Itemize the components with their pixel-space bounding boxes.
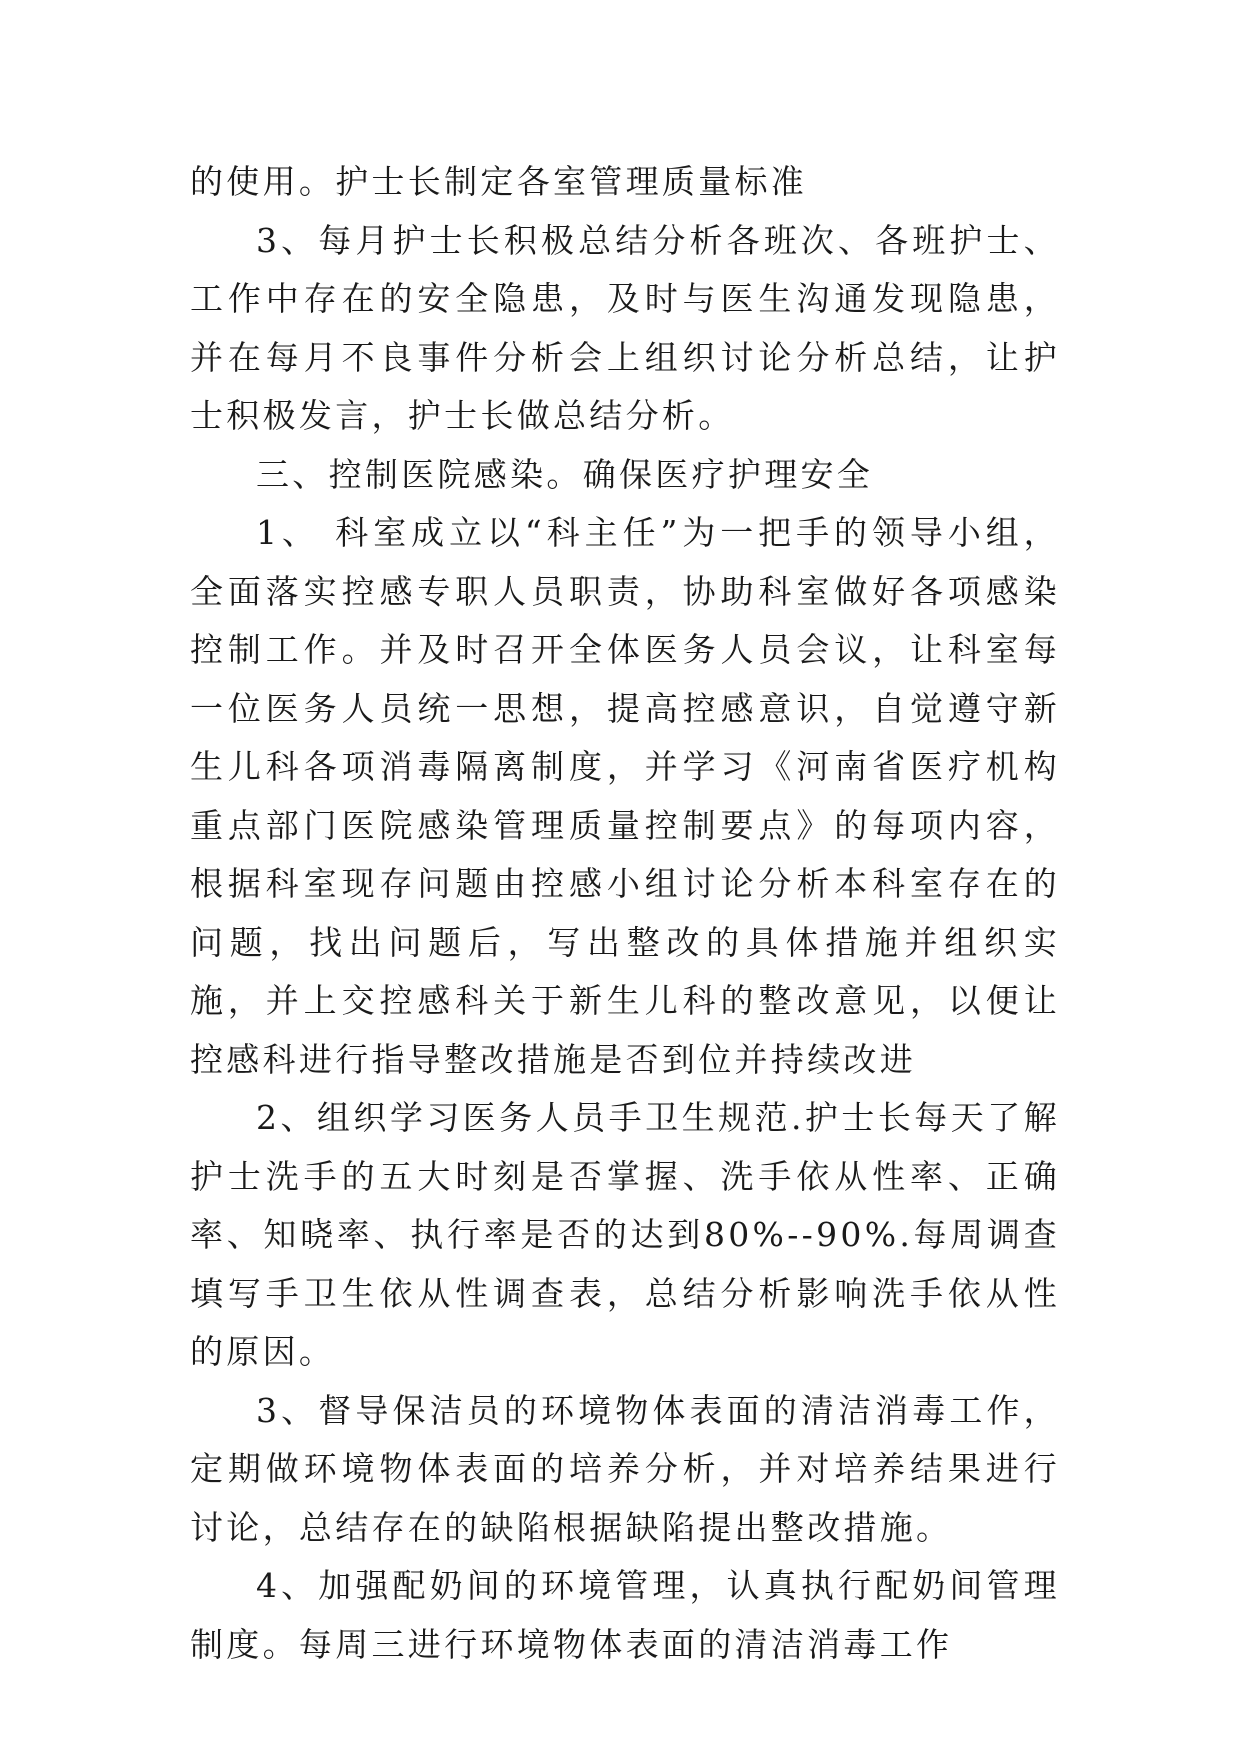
document-body: [190, 153, 1060, 1674]
section-heading-infection-control: 三、控制医院感染。确保医疗护理安全: [256, 454, 874, 494]
paragraph-item-3-cleaning: 3、督导保洁员的环境物体表面的清洁消毒工作，定期做环境物体表面的培养分析，并对培养结果进行讨论，总结存在的缺陷根据缺陷提出整改措施。: [190, 1390, 1060, 1547]
paragraph-item-2-hand-hygiene: 2、组织学习医务人员手卫生规范.护士长每天了解护士洗手的五大时刻是否掌握、洗手依从性率、正确率、知晓率、执行率是否的达到80%--90%.每周调查填写手卫生依从性调查表，总结分析影响洗手依从性的原因。: [190, 1098, 1060, 1371]
paragraph-item-4-milk-room: 4、加强配奶间的环境管理，认真执行配奶间管理制度。每周三进行环境物体表面的清洁消毒工作: [190, 1566, 1060, 1664]
paragraph-item-3-safety: 3、每月护士长积极总结分析各班次、各班护士、工作中存在的安全隐患，及时与医生沟通发现隐患，并在每月不良事件分析会上组织讨论分析总结，让护士积极发言，护士长做总结分析。: [190, 220, 1060, 435]
paragraph-item-1-leadership: 1、 科室成立以“科主任”为一把手的领导小组，全面落实控感专职人员职责，协助科室做好各项感染控制工作。并及时召开全体医务人员会议，让科室每一位医务人员统一思想，提高控感意识，自觉遵守新生儿科各项消毒隔离制度，并学习《河南省医疗机构重点部门医院感染管理质量控制要点》的每项内容，根据科室现存问题由控感小组讨论分析本科室存在的问题，找出问题后，写出整改的具体措施并组织实施，并上交控感科关于新生儿科的整改意见，以便让控感科进行指导整改措施是否到位并持续改进: [190, 513, 1060, 1079]
paragraph-continuation: 的使用。护士长制定各室管理质量标准: [190, 162, 808, 201]
